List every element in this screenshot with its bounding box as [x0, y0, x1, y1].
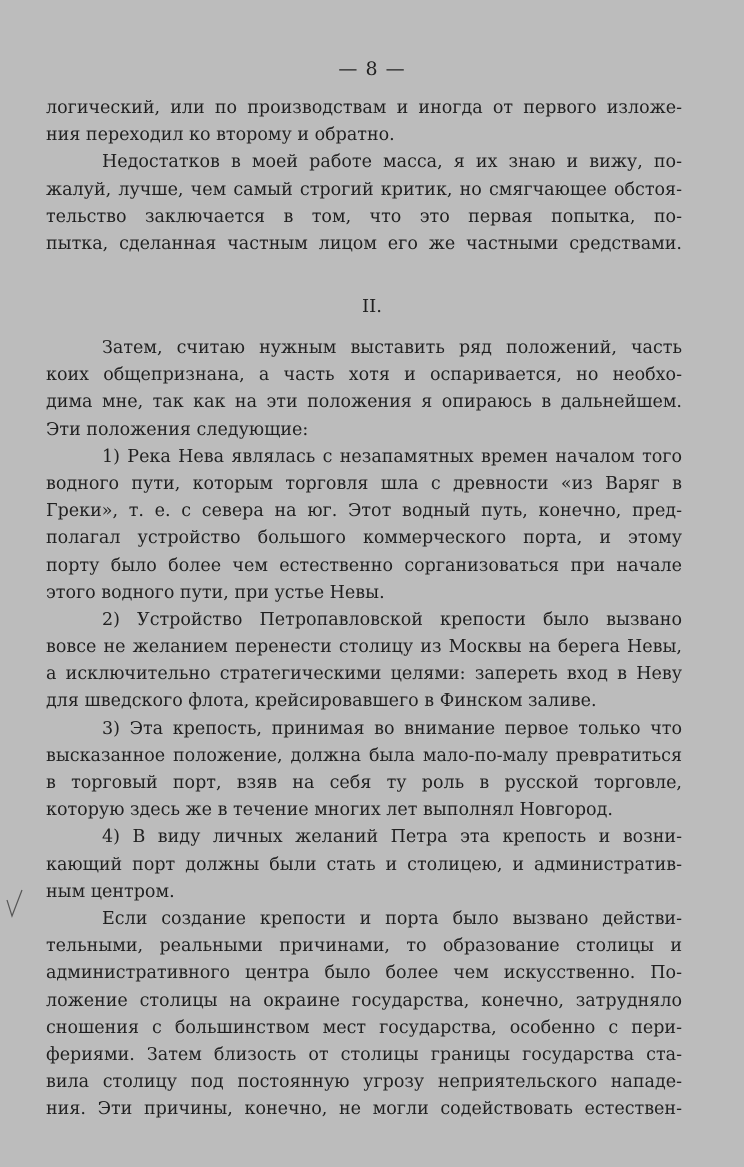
text-line: 2) Устройство Петропавловской крепости было вызвано — [102, 609, 682, 630]
text-line: а исключительно стратегическими целями: запереть вход в Неву — [46, 664, 682, 685]
text-line: тельство заключается в том, что это первая попытка, по- — [46, 206, 682, 227]
page-number: — 8 — — [338, 58, 406, 80]
text-line: логический, или по производствам и иногда от первого изложе- — [46, 98, 682, 118]
point-3 — [46, 716, 682, 825]
text-line: Греки», т. е. с севера на юг. Этот водный путь, конечно, пред- — [46, 501, 682, 522]
text-line: административного центра было более чем искусственно. По- — [46, 963, 682, 984]
text-line: полагал устройство большого коммерческого порта, и этому — [46, 528, 682, 549]
text-line: ния. Эти причины, конечно, не могли содействовать естествен- — [46, 1099, 682, 1120]
text-block-top — [46, 95, 682, 258]
text-line: фериями. Затем близость от столицы границы государства ста- — [46, 1044, 682, 1065]
text-line: ным центром. — [46, 881, 175, 902]
text-line: 3) Эта крепость, принимая во внимание первое только что — [102, 718, 682, 739]
pencil-check-mark-icon — [4, 888, 26, 920]
text-line: для шведского флота, крейсировавшего в Финском заливе. — [46, 691, 597, 712]
paragraph-conclusion — [46, 906, 682, 1124]
text-line: ложение столицы на окраине государства, конечно, затрудняло — [46, 990, 682, 1011]
text-line: порту было более чем естественно сорганизоваться при начале — [46, 555, 682, 576]
point-2 — [46, 607, 682, 716]
text-line: вовсе не желанием перенести столицу из Москвы на берега Невы, — [46, 637, 682, 658]
paragraph-intro — [46, 335, 682, 444]
text-line: в торговый порт, взяв на себя ту роль в русской торговле, — [46, 773, 682, 793]
text-line: жалуй, лучше, чем самый строгий критик, но смягчающее обстоя- — [46, 179, 682, 200]
text-line: коих общепризнана, а часть хотя и оспаривается, но необхо- — [46, 365, 682, 386]
text-line: 4) В виду личных желаний Петра эта крепость и возни- — [102, 827, 682, 848]
section-heading: II. — [362, 296, 382, 317]
paragraph-continuation — [46, 95, 682, 149]
text-line: 1) Река Нева являлась с незапамятных времен началом того — [102, 446, 682, 467]
text-line: тельными, реальными причинами, то образование столицы и — [46, 936, 682, 957]
text-line: пытка, сделанная частным лицом его же частными средствами. — [46, 233, 682, 254]
text-line: Если создание крепости и порта было вызвано действи- — [102, 908, 682, 929]
text-line: этого водного пути, при устье Невы. — [46, 582, 385, 603]
text-line: высказанное положение, должна была мало-по-малу превратиться — [46, 745, 682, 766]
text-line: ния переходил ко второму и обратно. — [46, 125, 395, 146]
text-line: кающий порт должны были стать и столицею, и административ- — [46, 854, 682, 875]
point-4 — [46, 824, 682, 906]
text-line: сношения с большинством мест государства, особенно с пери- — [46, 1017, 682, 1038]
text-line: Эти положения следующие: — [46, 419, 309, 440]
point-1 — [46, 444, 682, 607]
text-line: Недостатков в моей работе масса, я их знаю и вижу, по- — [102, 152, 682, 173]
text-line: вила столицу под постоянную угрозу неприятельского нападе- — [46, 1072, 682, 1093]
text-line: водного пути, которым торговля шла с древности «из Варяг в — [46, 473, 682, 494]
text-line: которую здесь же в течение многих лет выполнял Новгород. — [46, 800, 613, 821]
text-line: Затем, считаю нужным выставить ряд положений, часть — [102, 338, 682, 358]
paragraph-shortcomings — [46, 149, 682, 258]
text-line: дима мне, так как на эти положения я опираюсь в дальнейшем. — [46, 392, 682, 413]
text-block-main — [46, 335, 682, 1123]
